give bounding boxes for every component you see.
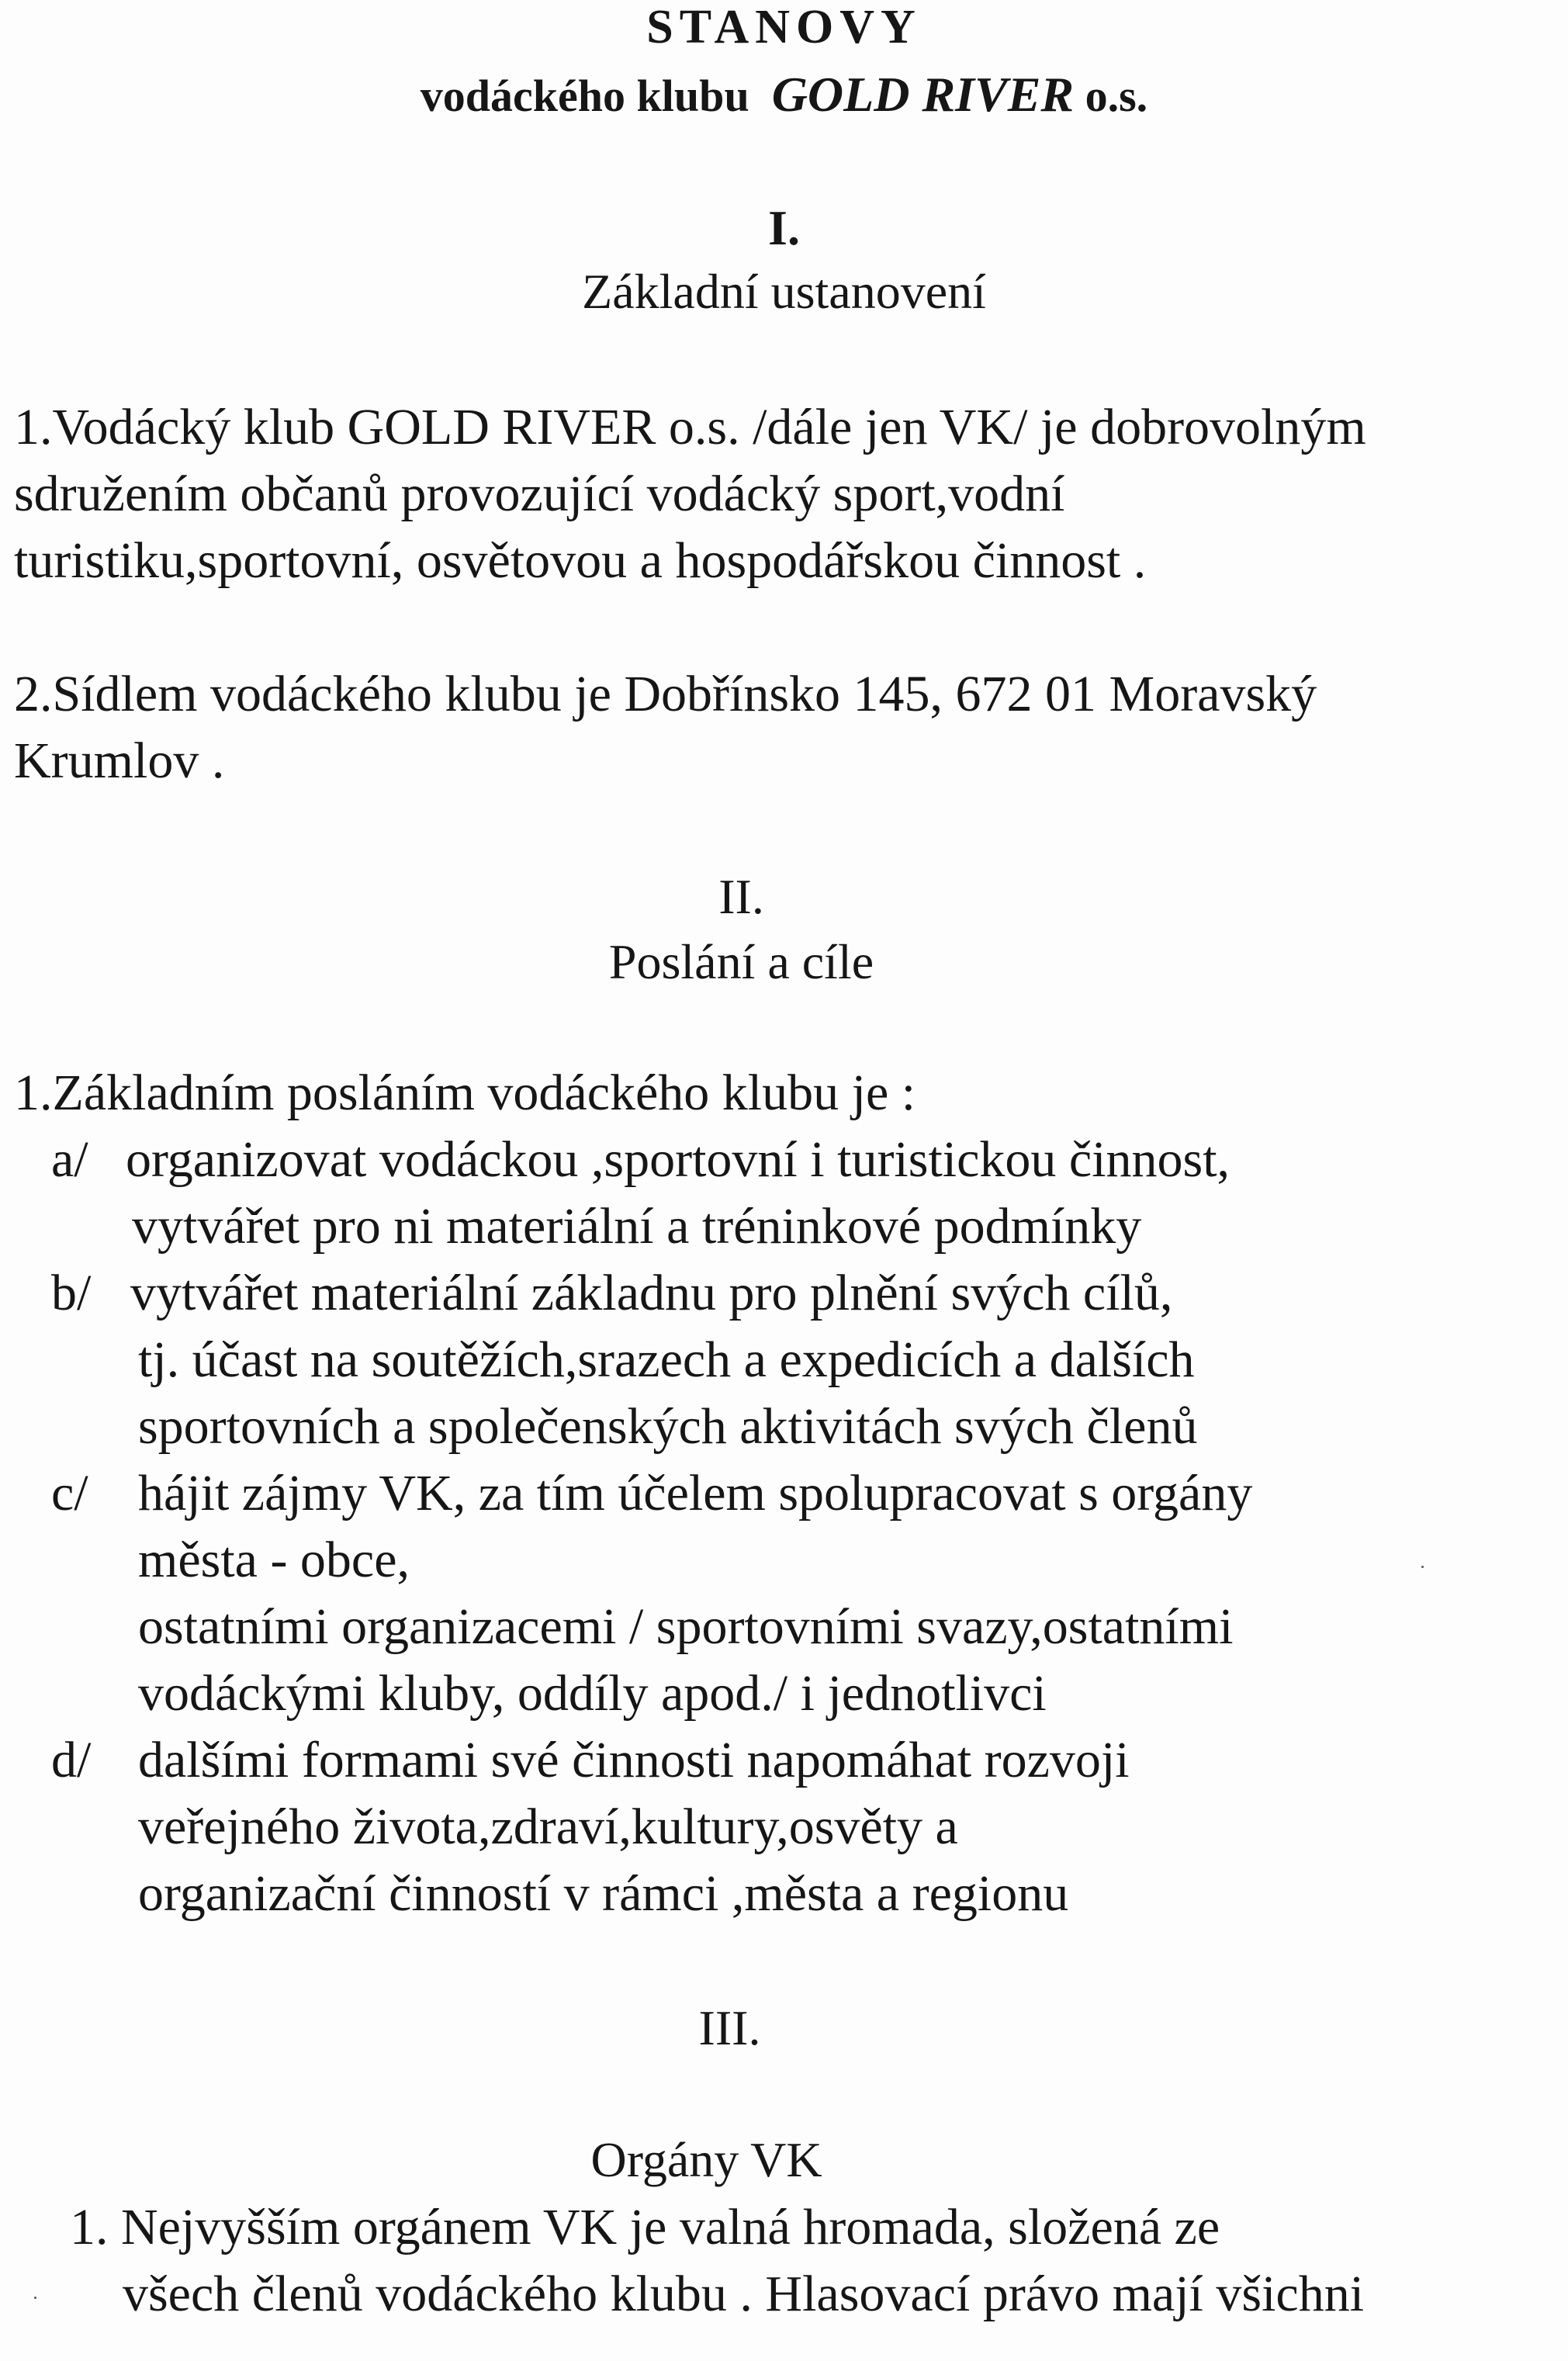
list-line: veřejného života,zdraví,kultury,osvěty a [138, 1798, 958, 1855]
list-line: dalšími formami své činnosti napomáhat rozvoji [138, 1732, 1130, 1788]
section-numeral: III. [698, 2000, 761, 2055]
paragraph-line: sdružením občanů provozující vodácký sport,vodní [14, 466, 1065, 522]
list-marker: c/ [51, 1465, 88, 1521]
list-line: města - obce, [138, 1532, 410, 1588]
scan-speck [1421, 1566, 1424, 1568]
list-line: vytvářet materiální základnu pro plnění svých cílů, [130, 1265, 1173, 1321]
paragraph-line: 2.Sídlem vodáckého klubu je Dobřínsko 145, 672 01 Moravský [14, 666, 1317, 722]
paragraph-line: turistiku,sportovní, osvětovou a hospodářskou činnost . [14, 532, 1147, 589]
list-marker: a/ [51, 1131, 88, 1188]
list-line: vytvářet pro ni materiální a tréninkové podmínky [132, 1198, 1142, 1255]
list-line: sportovních a společenských aktivitách svých členů [138, 1398, 1198, 1455]
section-numeral: II. [718, 869, 764, 924]
document-title: STANOVY [646, 1, 922, 54]
section-heading: Orgány VK [590, 2132, 822, 2187]
list-line: organizovat vodáckou ,sportovní i turistickou činnost, [126, 1131, 1231, 1188]
paragraph-line: 1.Vodácký klub GOLD RIVER o.s. /dále jen VK/ je dobrovolným [14, 399, 1366, 455]
list-marker: d/ [51, 1732, 92, 1788]
list-line: tj. účast na soutěžích,srazech a expedicích a dalších [138, 1331, 1195, 1388]
paragraph-line: všech členů vodáckého klubu . Hlasovací právo mají všichni [123, 2266, 1365, 2322]
document-subtitle [0, 67, 1568, 122]
paragraph-line: Krumlov . [14, 732, 225, 789]
scan-speck [34, 2297, 36, 2299]
section-heading: Základní ustanovení [582, 264, 986, 319]
paragraph-line: 1. Nejvyšším orgánem VK je valná hromada, složená ze [70, 2199, 1220, 2255]
subtitle-suffix: o.s. [1085, 71, 1148, 121]
list-intro: 1.Základním posláním vodáckého klubu je : [14, 1065, 916, 1121]
list-line: ostatními organizacemi / sportovními svazy,ostatními [138, 1598, 1234, 1655]
list-line: organizační činností v rámci ,města a regionu [138, 1865, 1069, 1922]
club-name: GOLD RIVER [771, 67, 1075, 122]
list-line: vodáckými kluby, oddíly apod./ i jednotlivci [138, 1665, 1047, 1722]
list-line: hájit zájmy VK, za tím účelem spolupracovat s orgány [138, 1465, 1253, 1521]
section-numeral: I. [768, 200, 800, 255]
subtitle-prefix: vodáckého klubu [420, 71, 749, 121]
section-heading: Poslání a cíle [608, 934, 874, 989]
list-marker: b/ [51, 1265, 92, 1321]
